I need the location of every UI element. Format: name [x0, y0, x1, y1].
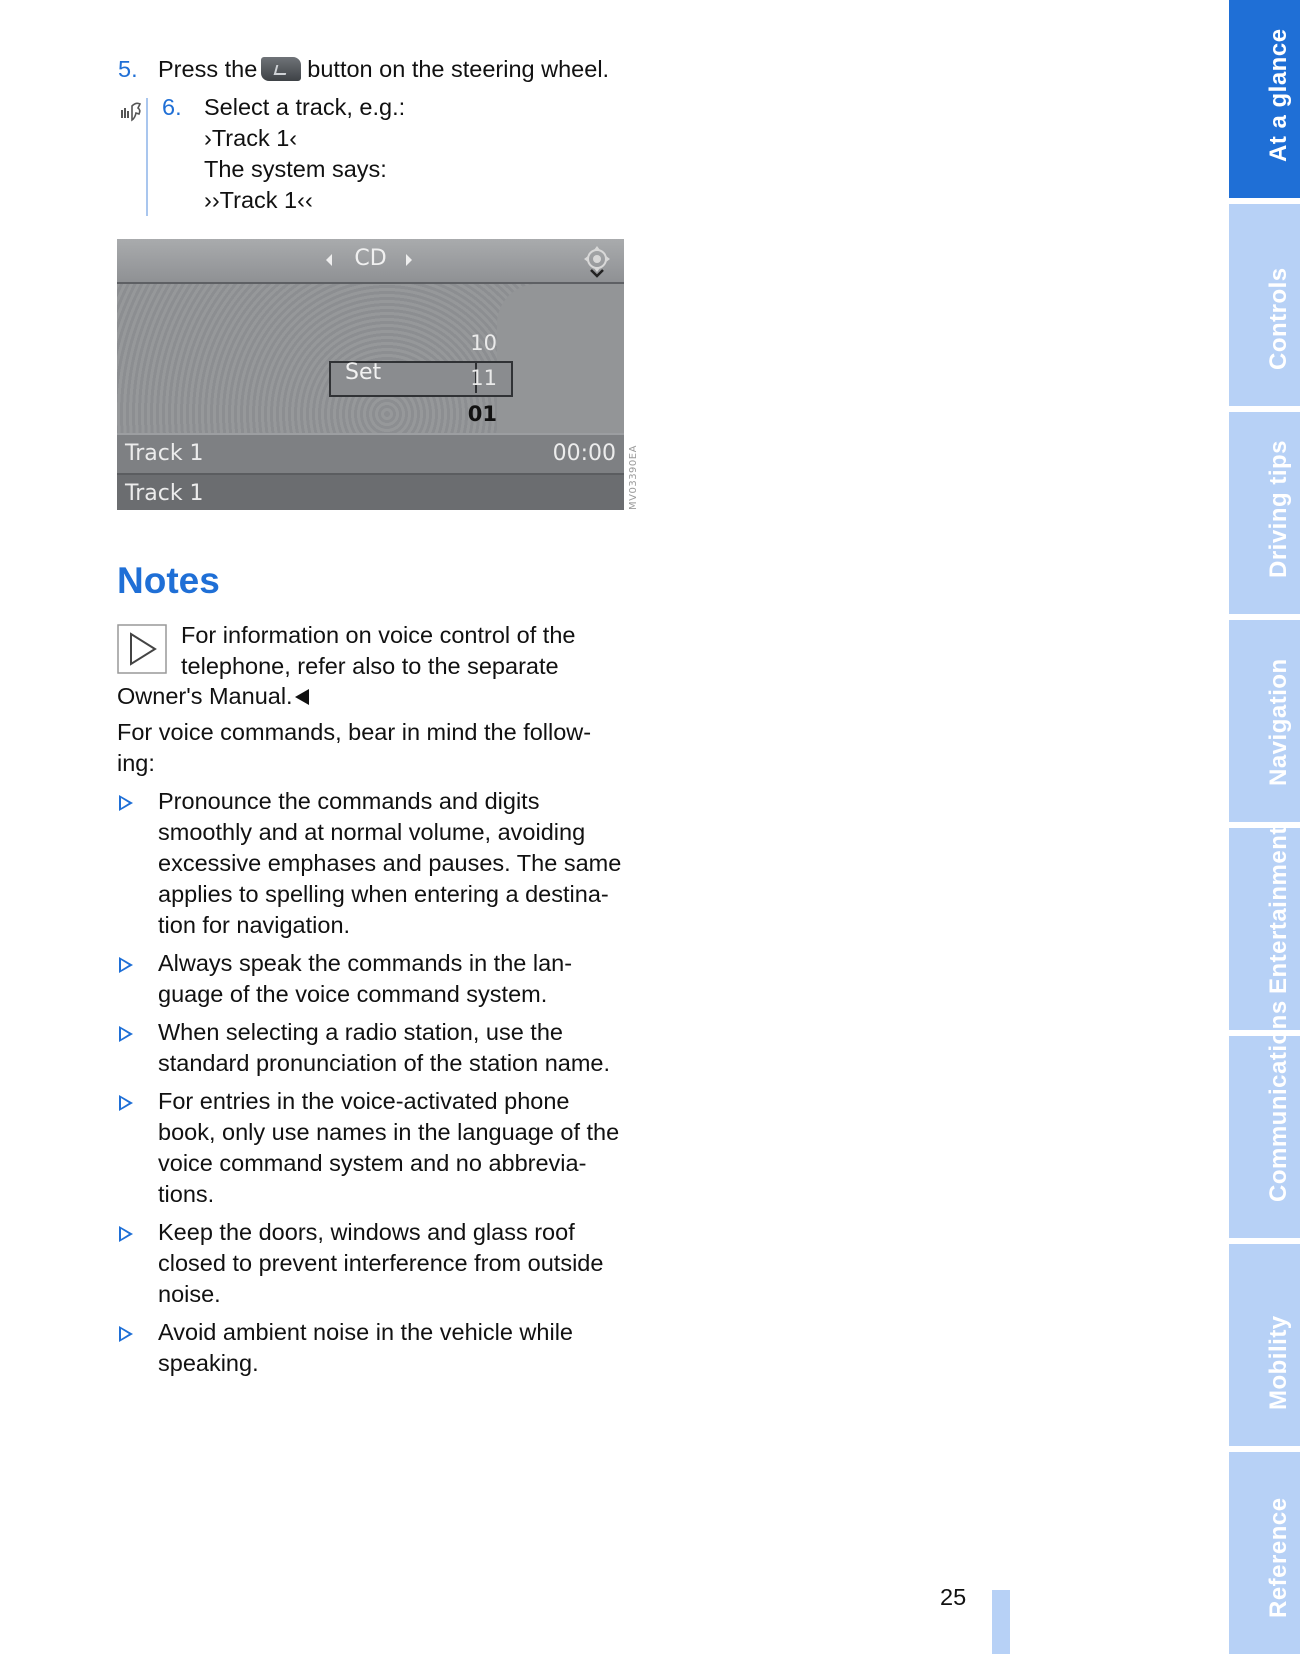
- step-line: ››Track 1‹‹: [204, 187, 313, 213]
- list-item-line: Avoid ambient noise in the vehicle while: [158, 1319, 573, 1345]
- list-item-line: closed to prevent interference from outside: [158, 1250, 604, 1276]
- screen-right-panel: [497, 284, 624, 434]
- step-text: [158, 54, 609, 85]
- bullet-triangle-icon: [119, 1026, 133, 1042]
- voice-margin-bar: [146, 98, 148, 216]
- list-item-line: applies to spelling when entering a destina-: [158, 881, 609, 907]
- bullet-triangle-icon: [119, 1226, 133, 1242]
- list-item: [117, 1017, 657, 1079]
- tab-driving-tips[interactable]: [1229, 412, 1300, 614]
- step-line: Select a track, e.g.:: [204, 94, 406, 120]
- step-line: The system says:: [204, 156, 387, 182]
- tab-controls[interactable]: [1229, 204, 1300, 406]
- note-line-end: [117, 681, 309, 712]
- list-item-line: When selecting a radio station, use the: [158, 1019, 563, 1045]
- note-line: Owner's Manual.: [117, 683, 293, 709]
- image-code: MV03390EA: [628, 445, 639, 510]
- status-row: [117, 433, 624, 475]
- list-item-line: excessive emphases and pauses. The same: [158, 850, 622, 876]
- track-time: 00:00: [552, 441, 616, 466]
- tab-label: Communications: [1265, 1000, 1292, 1202]
- controller-icon: [580, 244, 614, 278]
- list-item: [117, 1317, 657, 1379]
- voice-command-marker: [118, 96, 148, 216]
- list-item-line: standard pronunciation of the station name.: [158, 1050, 611, 1076]
- list-item: [117, 1217, 657, 1310]
- status-row: [117, 473, 624, 510]
- tab-label: Navigation: [1265, 658, 1292, 786]
- list-item: [117, 786, 657, 941]
- tab-reference[interactable]: [1229, 1452, 1300, 1654]
- track-name: Track 1: [125, 441, 204, 466]
- tab-label: Driving tips: [1265, 439, 1292, 578]
- list-item-line: speaking.: [158, 1350, 259, 1376]
- step-number: 5.: [118, 56, 138, 82]
- step-number: 6.: [162, 94, 182, 120]
- tab-at-a-glance[interactable]: [1229, 0, 1300, 198]
- list-item-line: smoothly and at normal volume, avoiding: [158, 819, 586, 845]
- list-item-line: tions.: [158, 1181, 215, 1207]
- tab-mobility[interactable]: [1229, 1244, 1300, 1446]
- list-item: [117, 948, 657, 1010]
- list-item-line: voice command system and no abbrevia-: [158, 1150, 587, 1176]
- tab-label: At a glance: [1265, 28, 1292, 162]
- list-item-line: guage of the voice command system.: [158, 981, 548, 1007]
- track-list-item: 10: [470, 331, 497, 355]
- section-heading: Notes: [117, 560, 220, 601]
- bullet-triangle-icon: [119, 957, 133, 973]
- steering-wheel-voice-button-icon: [261, 57, 301, 81]
- set-label: Set: [345, 360, 382, 385]
- tab-label: Mobility: [1265, 1315, 1292, 1410]
- bullet-triangle-icon: [119, 1095, 133, 1111]
- step-lines: [204, 92, 405, 216]
- right-arrow-icon: [406, 254, 412, 266]
- note-line: telephone, refer also to the separate: [181, 653, 559, 679]
- screen-title: CD: [354, 246, 387, 271]
- list-item-line: Always speak the commands in the lan-: [158, 950, 573, 976]
- step-text-after: button on the steering wheel.: [307, 56, 610, 82]
- intro-paragraph: [117, 717, 591, 779]
- end-mark-icon: [295, 689, 309, 705]
- tab-communications[interactable]: [1229, 1000, 1300, 1238]
- screen-header: [117, 239, 624, 284]
- bullet-triangle-icon: [119, 1326, 133, 1342]
- list-item-line: Pronounce the commands and digits: [158, 788, 540, 814]
- cd-screen-image: [117, 239, 624, 510]
- note-line: For information on voice control of the: [181, 622, 576, 648]
- voice-command-icon: [120, 100, 144, 122]
- list-item-line: noise.: [158, 1281, 221, 1307]
- tab-label: Reference: [1265, 1497, 1292, 1618]
- page-number: 25: [940, 1584, 967, 1610]
- list-item: [117, 1086, 657, 1210]
- step-line: ›Track 1‹: [204, 125, 298, 151]
- step-text-before: Press the: [158, 56, 258, 82]
- tab-label: Entertainment: [1265, 826, 1292, 994]
- track-name: Track 1: [125, 481, 204, 506]
- list-item-line: book, only use names in the language of the: [158, 1119, 620, 1145]
- list-item-line: For entries in the voice-activated phone: [158, 1088, 570, 1114]
- page-number-bar: [992, 1590, 1010, 1654]
- intro-line: ing:: [117, 750, 155, 776]
- intro-line: For voice commands, bear in mind the follow-: [117, 719, 592, 745]
- tab-label: Controls: [1265, 267, 1292, 370]
- track-list-item-selected: 01: [467, 402, 497, 426]
- bullet-triangle-icon: [119, 795, 133, 811]
- note-play-icon: [117, 624, 167, 674]
- list-item-line: Keep the doors, windows and glass roof: [158, 1219, 575, 1245]
- tab-navigation[interactable]: [1229, 620, 1300, 822]
- list-item-line: tion for navigation.: [158, 912, 351, 938]
- track-list-item: 11: [470, 366, 497, 390]
